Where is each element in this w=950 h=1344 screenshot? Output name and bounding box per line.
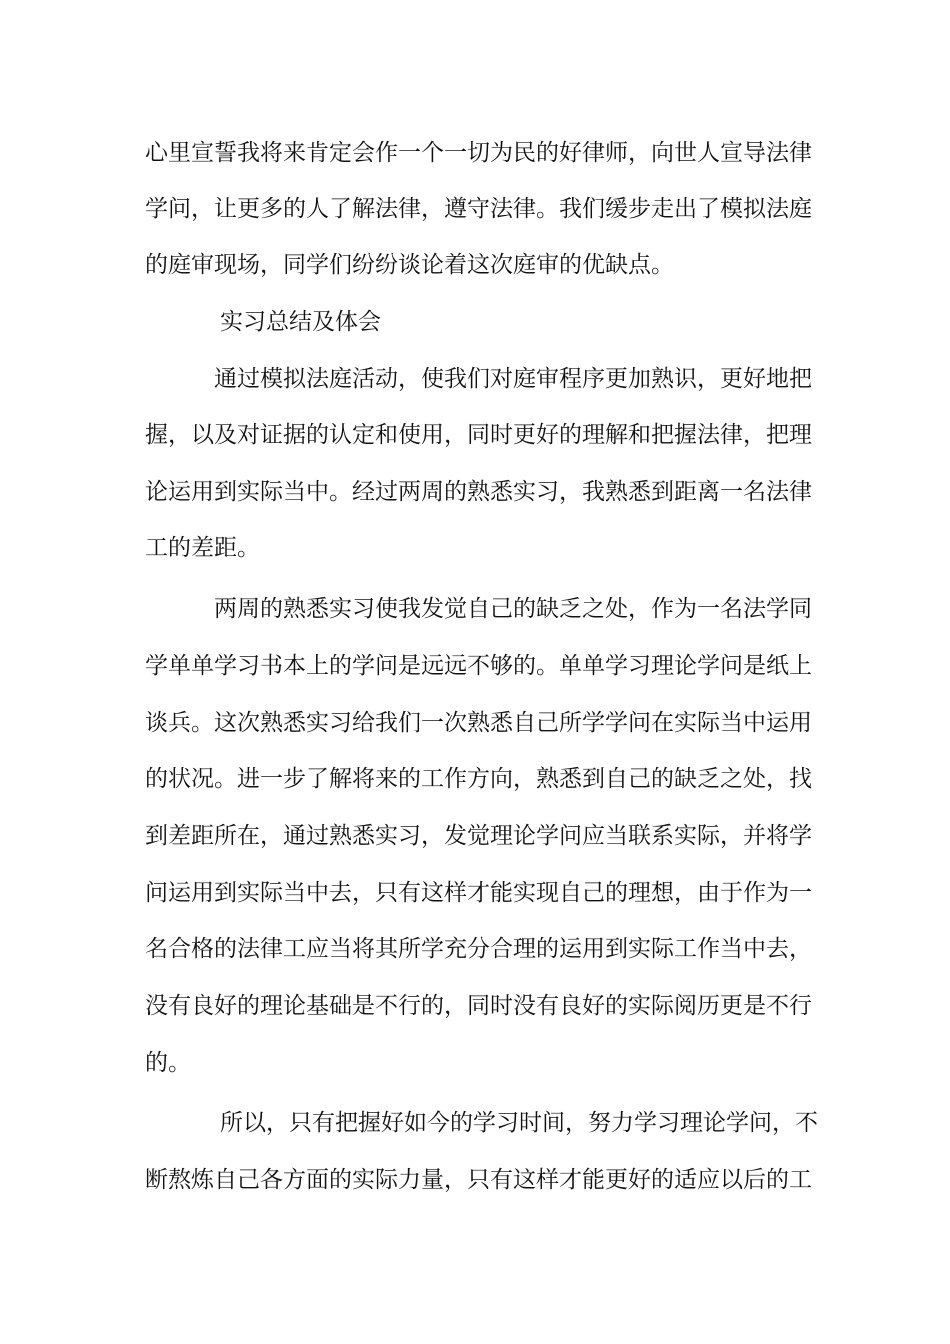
text-line: 两周的熟悉实习使我发觉自己的缺乏之处，作为一名法学同 bbox=[214, 596, 812, 622]
text-line: 断熬炼自己各方面的实际力量，只有这样才能更好的适应以后的工 bbox=[145, 1167, 812, 1193]
text-line: 到差距所在，通过熟悉实习，发觉理论学问应当联系实际，并将学 bbox=[145, 823, 812, 849]
text-line: 谈兵。这次熟悉实习给我们一次熟悉自己所学学问在实际当中运用 bbox=[145, 710, 812, 736]
text-line: 论运用到实际当中。经过两周的熟悉实习，我熟悉到距离一名法律 bbox=[145, 479, 812, 505]
text-line: 的。 bbox=[145, 1050, 191, 1076]
text-line: 名合格的法律工应当将其所学充分合理的运用到实际工作当中去， bbox=[145, 936, 812, 962]
text-line: 工的差距。 bbox=[145, 535, 260, 561]
text-line: 的庭审现场，同学们纷纷谈论着这次庭审的优缺点。 bbox=[145, 252, 674, 278]
text-line: 心里宣誓我将来肯定会作一个一切为民的好律师，向世人宣导法律 bbox=[145, 140, 812, 166]
text-line: 问运用到实际当中去，只有这样才能实现自己的理想，由于作为一 bbox=[145, 880, 812, 906]
text-line: 通过模拟法庭活动，使我们对庭审程序更加熟识，更好地把 bbox=[214, 366, 812, 392]
text-line: 所以，只有把握好如今的学习时间，努力学习理论学问，不 bbox=[220, 1110, 818, 1136]
text-line: 学问，让更多的人了解法律，遵守法律。我们缓步走出了模拟法庭 bbox=[145, 196, 812, 222]
text-line: 没有良好的理论基础是不行的，同时没有良好的实际阅历更是不行 bbox=[145, 993, 812, 1019]
text-line: 的状况。进一步了解将来的工作方向，熟悉到自己的缺乏之处，找 bbox=[145, 766, 812, 792]
section-heading: 实习总结及体会 bbox=[220, 309, 381, 335]
text-line: 学单单学习书本上的学问是远远不够的。单单学习理论学问是纸上 bbox=[145, 653, 812, 679]
text-line: 握，以及对证据的认定和使用，同时更好的理解和把握法律，把理 bbox=[145, 422, 812, 448]
